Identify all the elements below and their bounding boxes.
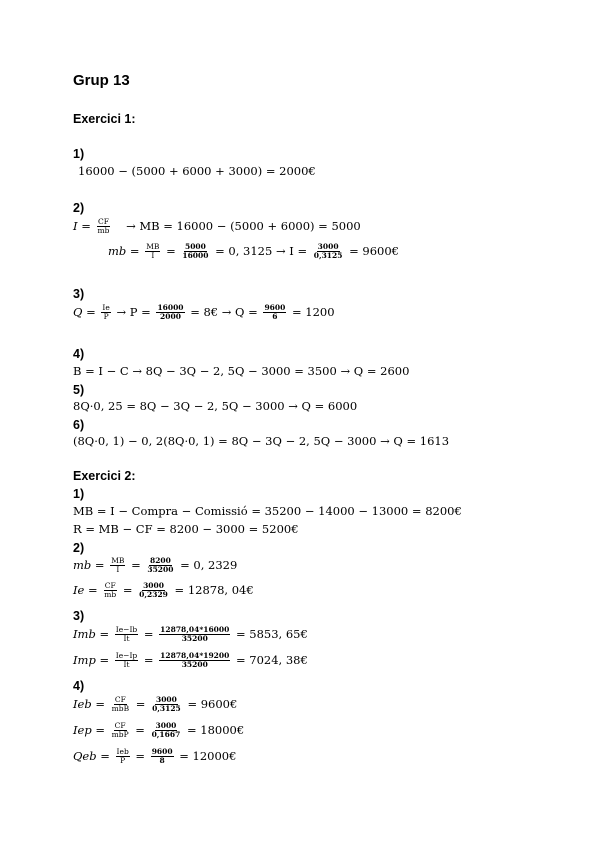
ex2-part-2-number: 2) (73, 541, 85, 555)
ex1-part-5-equation: 8Q·0, 25 = 8Q − 3Q − 2, 5Q − 3000 → Q = 6000 (73, 399, 358, 413)
ex1-part-3-number: 3) (73, 287, 85, 301)
ex1-part-1-equation: 16000 − (5000 + 6000 + 3000) = 2000€ (78, 164, 316, 178)
ex2-part-4-equation-line-3: Qeb = $\frac{\text{Ieb}}{P}$ = $\frac{9600}{8}$ = 12000€ (73, 747, 237, 766)
exercise-2-heading: Exercici 2: (73, 469, 136, 483)
ex1-part-1-number: 1) (73, 147, 85, 161)
ex1-part-6-number: 6) (73, 418, 85, 432)
ex2-part-4-number: 4) (73, 679, 85, 693)
ex1-part-6-equation: (8Q·0, 1) − 0, 2(8Q·0, 1) = 8Q − 3Q − 2, 5Q − 3000 → Q = 1613 (73, 434, 450, 448)
document-title: Grup 13 (73, 72, 130, 89)
ex1-part-5-number: 5) (73, 383, 85, 397)
ex2-part-4-equation-line-1: Ieb = $\frac{CF}{\text{mbB}}$ = $\frac{3000}{0,3125}$ = 9600€ (73, 695, 238, 714)
ex2-part-1-equation-line-2: R = MB − CF = 8200 − 3000 = 5200€ (73, 522, 299, 536)
ex2-part-2-equation-line-1: mb = $\frac{MB}{I}$ = $\frac{8200}{35200}$ = 0, 2329 (73, 556, 238, 575)
ex2-part-3-number: 3) (73, 609, 85, 623)
ex1-part-2-equation-line-2: mb = $\frac{MB}{I}$ = $\frac{5000}{16000}$ = 0, 3125 → I = $\frac{3000}{0,3125}$ = 9600€ (108, 242, 399, 261)
ex1-part-4-equation: B = I − C → 8Q − 3Q − 2, 5Q − 3000 = 3500 → Q = 2600 (73, 364, 410, 378)
exercise-1-heading: Exercici 1: (73, 112, 136, 126)
ex1-part-4-number: 4) (73, 347, 85, 361)
ex1-part-2-equation-line-1: I = $\frac{CF}{mb}$ → MB = 16000 − (5000 + 6000) = 5000 (73, 217, 361, 236)
ex1-part-3-equation: Q = $\frac{Ie}{P}$ → P = $\frac{16000}{2000}$ = 8€ → Q = $\frac{9600}{6}$ = 1200 (73, 303, 335, 322)
ex2-part-3-equation-line-1: Imb = $\frac{Ie-Ib}{It}$ = $\frac{12878,04*16000}{35200}$ = 5853, 65€ (73, 625, 308, 644)
ex2-part-2-equation-line-2: Ie = $\frac{CF}{mb}$ = $\frac{3000}{0,2329}$ = 12878, 04€ (73, 581, 254, 600)
ex2-part-1-equation-line-1: MB = I − Compra − Comissió = 35200 − 14000 − 13000 = 8200€ (73, 504, 462, 518)
ex2-part-1-number: 1) (73, 487, 85, 501)
ex2-part-4-equation-line-2: Iep = $\frac{CF}{\text{mbP}}$ = $\frac{3000}{0,1667}$ = 18000€ (73, 721, 245, 740)
ex1-part-2-number: 2) (73, 201, 85, 215)
ex2-part-3-equation-line-2: Imp = $\frac{Ie-Ip}{It}$ = $\frac{12878,04*19200}{35200}$ = 7024, 38€ (73, 651, 308, 670)
